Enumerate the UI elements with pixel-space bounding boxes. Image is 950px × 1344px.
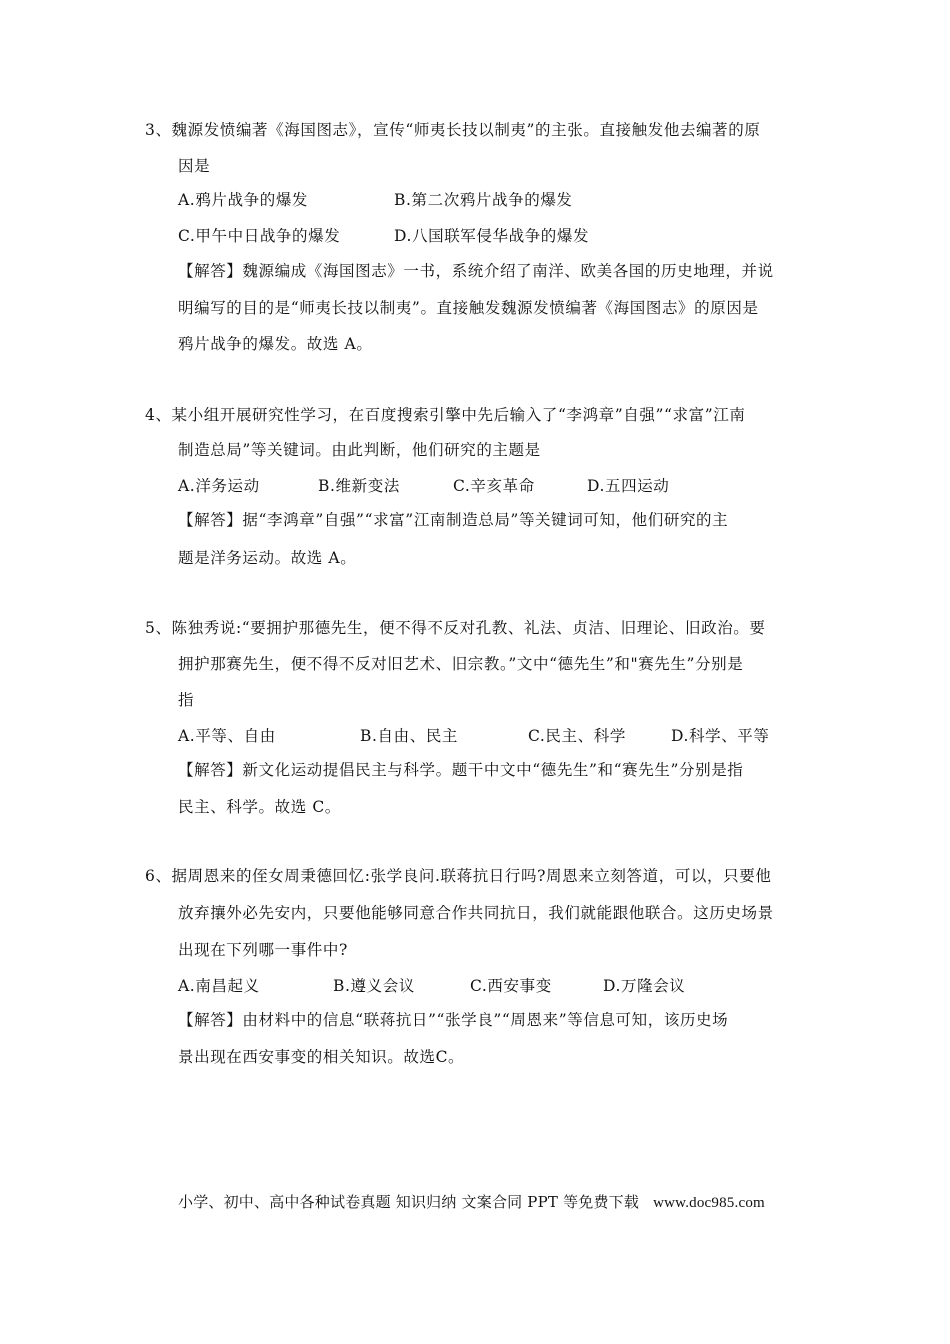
question-6-stem-line-3: 出现在下列哪一事件中? xyxy=(178,941,348,959)
footer-url-link[interactable]: www.doc985.com xyxy=(653,1195,765,1211)
question-3-answer-line-1: 【解答】魏源编成《海国图志》一书，系统介绍了南洋、欧美各国的历史地理，并说 xyxy=(178,262,774,280)
question-3-option-a: A.鸦片战争的爆发 xyxy=(178,191,309,209)
question-5-stem-line-3: 指 xyxy=(178,691,195,709)
question-3-option-b: B.第二次鸦片战争的爆发 xyxy=(394,191,573,209)
question-4-answer-line-1: 【解答】据“李鸿章”自强”“求富”江南制造总局”等关键词可知，他们研究的主 xyxy=(178,511,729,529)
question-4-option-b: B.维新变法 xyxy=(318,477,400,495)
question-3-answer-line-2: 明编写的目的是“师夷长技以制夷”。直接触发魏源发愤编著《海国图志》的原因是 xyxy=(178,299,759,317)
question-6-option-d: D.万隆会议 xyxy=(603,977,686,995)
page-footer xyxy=(178,1192,765,1213)
question-4-answer-line-2: 题是洋务运动。故选 A。 xyxy=(178,549,357,567)
question-6-stem-line-1: 6、据周恩来的侄女周秉德回忆:张学良问.联蒋抗日行吗?周恩来立刻答道，可以，只要他 xyxy=(145,867,772,885)
question-4-option-d: D.五四运动 xyxy=(587,477,670,495)
question-6-option-a: A.南昌起义 xyxy=(178,977,260,995)
question-5-answer-line-1: 【解答】新文化运动提倡民主与科学。题干中文中“德先生”和“赛先生”分别是指 xyxy=(178,761,744,779)
question-3-answer-line-3: 鸦片战争的爆发。故选 A。 xyxy=(178,335,373,353)
question-3-stem-line-1: 3、魏源发愤编著《海国图志》，宣传“师夷长技以制夷”的主张。直接触发他去编著的原 xyxy=(145,121,761,139)
question-5-option-c: C.民主、科学 xyxy=(528,727,626,745)
question-4-stem-line-1: 4、某小组开展研究性学习，在百度搜索引擎中先后输入了“李鸿章”自强”“求富”江南 xyxy=(145,406,746,424)
question-6-option-c: C.西安事变 xyxy=(470,977,552,995)
question-5-option-d: D.科学、平等 xyxy=(671,727,770,745)
question-4-option-a: A.洋务运动 xyxy=(178,477,260,495)
question-3-option-d: D.八国联军侵华战争的爆发 xyxy=(394,227,590,245)
question-5-stem-line-2: 拥护那赛先生，便不得不反对旧艺术、旧宗教。”文中“德先生”和"赛先生”分别是 xyxy=(178,655,744,673)
question-5-option-b: B.自由、民主 xyxy=(360,727,459,745)
question-6-answer-line-1: 【解答】由材料中的信息“联蒋抗日”“张学良”“周恩来”等信息可知，该历史场 xyxy=(178,1011,729,1029)
question-6-answer-line-2: 景出现在西安事变的相关知识。故选C。 xyxy=(178,1048,465,1066)
question-5-stem-line-1: 5、陈独秀说:“要拥护那德先生，便不得不反对孔教、礼法、贞洁、旧理论、旧政治。要 xyxy=(145,619,766,637)
footer-text: 小学、初中、高中各种试卷真题 知识归纳 文案合同 PPT 等免费下载 xyxy=(178,1193,640,1211)
question-5-option-a: A.平等、自由 xyxy=(178,727,276,745)
question-6-option-b: B.遵义会议 xyxy=(333,977,415,995)
question-3-option-c: C.甲午中日战争的爆发 xyxy=(178,227,341,245)
question-5-answer-line-2: 民主、科学。故选 C。 xyxy=(178,798,341,816)
question-3-stem-line-2: 因是 xyxy=(178,157,211,175)
question-6-stem-line-2: 放弃攘外必先安内，只要他能够同意合作共同抗日，我们就能跟他联合。这历史场景 xyxy=(178,904,774,922)
question-4-option-c: C.辛亥革命 xyxy=(453,477,535,495)
question-4-stem-line-2: 制造总局”等关键词。由此判断，他们研究的主题是 xyxy=(178,441,541,459)
